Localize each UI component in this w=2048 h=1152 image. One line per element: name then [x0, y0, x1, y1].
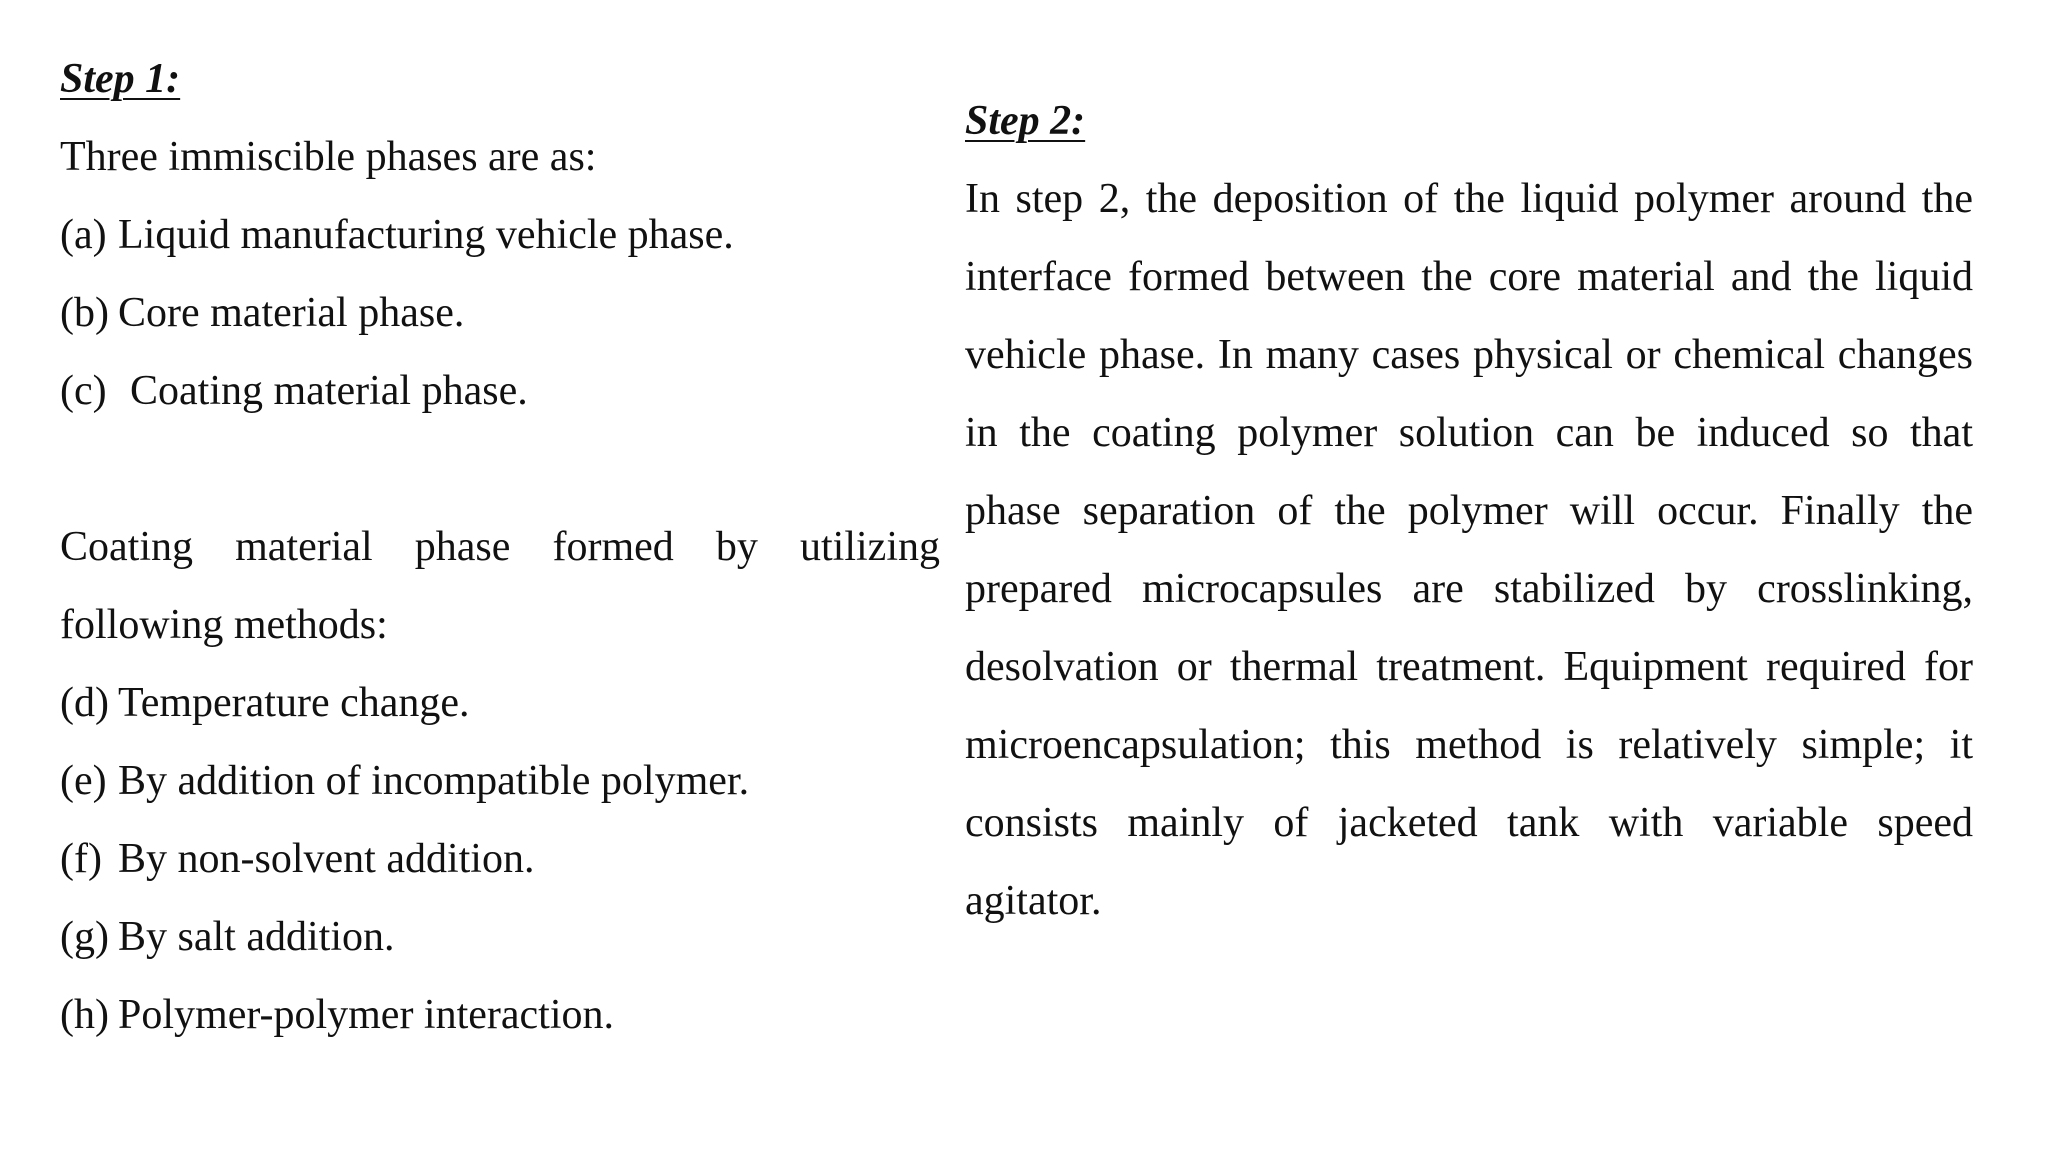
method-item-g: [60, 898, 940, 976]
phase-item-a: [60, 196, 940, 274]
method-item-h: [60, 976, 940, 1054]
method-text: Polymer-polymer interaction.: [118, 992, 615, 1038]
method-marker: (d): [60, 680, 109, 726]
phase-text: Liquid manufacturing vehicle phase.: [118, 212, 734, 258]
step2-paragraph: In step 2, the deposition of the liquid polymer around the interface formed between the core material and the liquid vehicle phase. In many cases physical or chemical changes in the coating polymer solution can be induced so that phase separation of the polymer will occur. Finally the prepared microcapsules are stabilized by crosslinking, desolvation or thermal treatment. Equipment required for microencapsulation; this method is relatively simple; it consists mainly of jacketed tank with variable speed agitator.: [965, 176, 1973, 924]
step1-intro: Three immiscible phases are as:: [60, 134, 597, 180]
method-marker: (g): [60, 914, 109, 960]
method-text: By non-solvent addition.: [118, 836, 535, 882]
phase-item-c: [60, 352, 940, 430]
method-marker: (e): [60, 758, 107, 804]
method-text: Temperature change.: [118, 680, 470, 726]
spacer: [60, 430, 940, 508]
phase-marker: (b): [60, 290, 109, 336]
method-item-f: [60, 820, 940, 898]
method-marker: (f): [60, 836, 102, 882]
methods-intro: Coating material phase formed by utilizing following methods:: [60, 524, 940, 648]
phase-text: Core material phase.: [118, 290, 465, 336]
phase-item-b: [60, 274, 940, 352]
step1-heading: Step 1:: [60, 56, 181, 102]
method-item-d: [60, 664, 940, 742]
method-text: By salt addition.: [118, 914, 395, 960]
method-text: By addition of incompatible polymer.: [118, 758, 750, 804]
phase-marker: (a): [60, 212, 107, 258]
phase-marker: (c): [60, 368, 107, 414]
step2-column: [965, 82, 1973, 940]
method-marker: (h): [60, 992, 109, 1038]
phase-text: Coating material phase.: [130, 368, 528, 414]
method-item-e: [60, 742, 940, 820]
step1-column: [60, 40, 940, 1054]
step2-heading: Step 2:: [965, 98, 1086, 144]
